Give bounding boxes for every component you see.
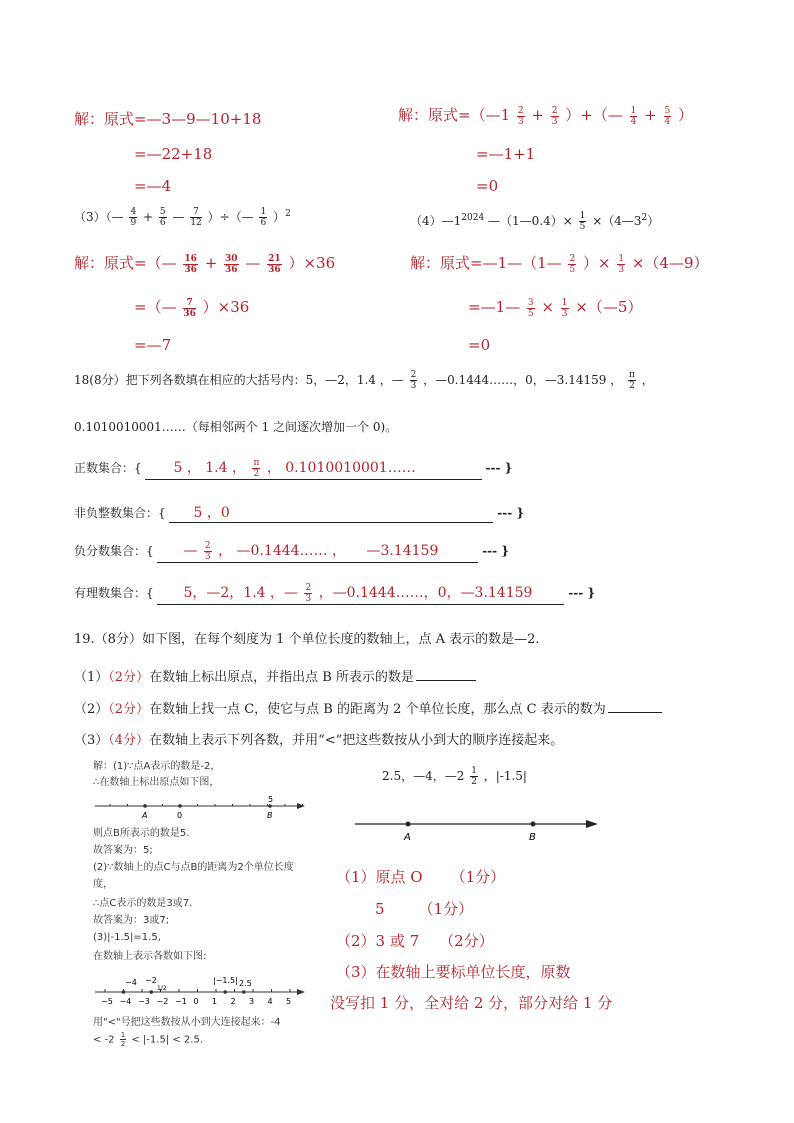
- rational-set: 有理数集合：{ 5，—2，1.4 ，— $\frac{2}{3}$ ，—0.1444……，0，—3.14159 --- }: [74, 582, 596, 604]
- sol-axis1-a: A: [142, 811, 148, 820]
- axis2-tick-label: −4: [119, 997, 132, 1006]
- axis2-point: [223, 990, 227, 994]
- sol-img-line6: 度，: [93, 879, 113, 890]
- sol-img-line5: (2)∵数轴上的点C与点B的距离为2个单位长度: [93, 862, 294, 873]
- axis2-tick-label: 3: [249, 997, 255, 1006]
- q19-part2: （2）（2分）在数轴上找一点 C，使它与点 B 的距离为 2 个单位长度，那么点 C 表示的数为: [74, 698, 662, 717]
- axis2-point: [149, 990, 153, 994]
- axis2-point: [122, 990, 126, 994]
- axis2-tick-label: 2: [230, 997, 236, 1006]
- sol-img-line12: < -2 $\frac{1}{2}$ < |-1.5| < 2.5.: [93, 1031, 204, 1048]
- axis2-tick-label: 1: [212, 997, 218, 1006]
- grading-4: （3）在数轴上要标单位长度，原数: [336, 963, 571, 981]
- q18-header: 18(8分）把下列各数填在相应的大括号内：5，—2，1.4 ，— $\frac{2}{3}$ ，—0.1444……，0，—3.14159 ， $\frac{\pi}{2}$ ，: [74, 370, 654, 391]
- sol3-line3: =—7: [134, 336, 172, 354]
- sol-img-line1: 解：(1)∵点A表示的数是-2，: [93, 761, 221, 772]
- sol-img-line7: ∴点C表示的数是3或7.: [93, 898, 193, 909]
- sol2-line3: =0: [476, 177, 499, 195]
- axis2-tick-label: 0: [193, 997, 199, 1006]
- q19-number-line: [350, 808, 610, 848]
- sol3-line1: 解：原式=（— $\frac{16}{36}$ + $\frac{30}{36}$ — $\frac{21}{36}$ ）×36: [74, 253, 336, 275]
- sol1-line2: =—22+18: [134, 145, 213, 163]
- q3-expression: （3）（— $\frac{4}{9}$ + $\frac{5}{6}$ — $\frac{7}{12}$ ）÷（— $\frac{1}{6}$ ）$^2$: [74, 207, 291, 228]
- point-a: [406, 822, 411, 827]
- axis2-tick-label: −2: [156, 997, 169, 1006]
- axis2-tick-label: 5: [286, 997, 292, 1006]
- grading-1: （1）原点 O （1分）: [336, 868, 506, 886]
- sol-axis2-m2: −2: [145, 976, 157, 985]
- label-a: A: [404, 832, 411, 843]
- sol1-line3: =—4: [134, 177, 172, 195]
- q19-part3: （3）（4分）在数轴上表示下列各数，并用“<”把这些数按从小到大的顺序连接起来。: [74, 733, 564, 748]
- grading-3: （2）3 或 7 （2分）: [336, 932, 494, 950]
- sol-img-line4: 故答案为：5;: [93, 845, 153, 856]
- sol-axis1-five: 5: [268, 795, 274, 804]
- sol-img-line9: (3)|-1.5|=1.5,: [93, 932, 161, 943]
- axis2-tick-label: −3: [138, 997, 150, 1006]
- sol-axis1-b: B: [267, 811, 273, 820]
- sol-axis2-m4: 2.5: [239, 979, 252, 988]
- q19-numbers: 2.5，—4，—2 $\frac{1}{2}$ ，|-1.5|: [382, 766, 527, 787]
- sol2-line1: 解：原式=（—1 $\frac{2}{3}$ + $\frac{2}{3}$ ）+（— $\frac{1}{4}$ + $\frac{5}{4}$ ）: [398, 105, 694, 127]
- q19-header: 19.（8分）如下图，在每个刻度为 1 个单位长度的数轴上，点 A 表示的数是—2.: [74, 632, 540, 647]
- axis2-tick-label: 4: [267, 997, 273, 1006]
- negative-fraction-set: 负分数集合：{ — $\frac{2}{3}$ ， —0.1444…… ， —3.14159 --- }: [74, 540, 510, 562]
- sol4-line1: 解：原式=—1—（1— $\frac{2}{5}$ ）× $\frac{1}{3}$ ×（4—9）: [410, 253, 709, 275]
- sol-axis2-m3: |−1.5|: [213, 976, 238, 985]
- sol-axis1-zero: 0: [177, 811, 183, 820]
- axis2-tick-label: −5: [101, 997, 113, 1006]
- nonneg-integer-set: 非负整数集合：{ 5 ，0 --- }: [74, 502, 524, 523]
- sol-img-line11: 用"<"号把这些数按从小到大连接起来：-4: [93, 1017, 281, 1028]
- positive-set: 正数集合：{ 5 ， 1.4 ， $\frac{\pi}{2}$ ， 0.1010010001…… --- }: [74, 457, 513, 479]
- sol-img-axis2: [93, 968, 308, 1012]
- sol-img-line10: 在数轴上表示各数如下图:: [93, 951, 207, 962]
- grading-5: 没写扣 1 分，全对给 2 分，部分对给 1 分: [330, 994, 613, 1012]
- axis2-tick-label: −1: [175, 997, 187, 1006]
- sol-axis2-m1: −4: [125, 978, 137, 987]
- sol-axis2-m2f: 1/2: [157, 985, 167, 992]
- grading-2: 5 （1分）: [375, 900, 474, 918]
- sol-img-line8: 故答案为：3或7;: [93, 915, 170, 926]
- sol4-line2: =—1— $\frac{3}{5}$ × $\frac{1}{3}$ ×（—5）: [468, 297, 643, 319]
- label-b: B: [529, 832, 536, 843]
- q19-part1: （1）（2分）在数轴上标出原点，并指出点 B 所表示的数是: [74, 666, 476, 685]
- q18-line2: 0.1010010001……（每相邻两个 1 之间逐次增加一个 0)。: [74, 420, 398, 434]
- sol3-line2: =（— $\frac{7}{36}$ ）×36: [134, 297, 250, 319]
- sol-img-axis1: [93, 794, 308, 822]
- sol-img-line3: 则点B所表示的数是5.: [93, 828, 190, 839]
- point-b: [531, 822, 536, 827]
- sol1-line1: 解：原式=—3—9—10+18: [74, 110, 262, 128]
- axis2-point: [242, 990, 246, 994]
- sol-img-line2: ∴在数轴上标出原点如下图，: [93, 777, 220, 788]
- sol4-line3: =0: [468, 336, 491, 354]
- q4-expression: $(4)—1^{2024}$ —（1—0.4）× $\frac{1}{5}$ $\times(4—3^2)$: [410, 211, 660, 232]
- sol2-line2: =—1+1: [476, 145, 536, 163]
